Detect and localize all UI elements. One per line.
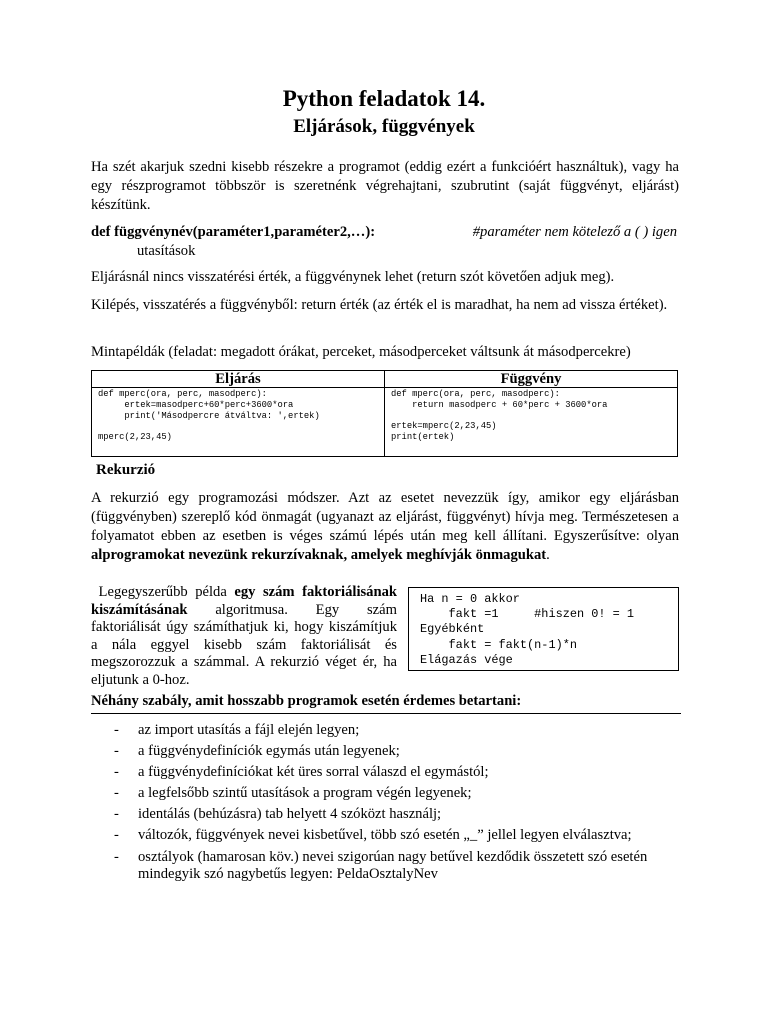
fuggveny-code: def mperc(ora, perc, masodperc): return masodperc + 60*perc + 3600*ora ertek=mperc(2,23,45) print(ertek) [391,389,608,443]
list-dash: - [114,743,119,760]
list-dash: - [114,848,119,865]
list-dash: - [114,722,119,738]
procedure-paragraph: Eljárásnál nincs visszatérési érték, a függvénynek lehet (return szót követően adjuk meg). [91,269,615,285]
list-dash: - [114,827,119,844]
factorial-text-2: algoritmusa. Egy szám faktoriálisát úgy számíthatjuk ki, hogy kiszámítjuk a nála eggyel kisebb szám faktoriálisát és megszorozzuk a számmal. A rekurzió véget ér, ha eljutunk a 0-hoz. [91,601,397,688]
list-item [91,827,681,845]
recursion-text-end: . [546,547,550,563]
comparison-table [91,370,678,457]
recursion-text: A rekurzió egy programozási módszer. Azt az esetet nevezzük így, amikor egy eljárásban (függvényben) szereplő kód önmagát (ugyanazt az eljárást, függvényt) hívja meg. Természetesen a folyamatot ebben az esetben is véges számú lépés után meg kell állítani. Egyszerűsítve: olyan [91,490,679,544]
factorial-algorithm-box [408,587,679,671]
rule-text: változók, függvények nevei kisbetűvel, több szó esetén „_” jellel legyen elválasztva; [138,827,632,844]
list-item [91,849,681,884]
fuggveny-cell [385,388,678,457]
list-item [91,806,681,824]
table-header-fuggveny: Függvény [385,371,678,388]
list-item [91,785,681,803]
rule-text: a legfelsőbb szintű utasítások a program végén legyenek; [138,785,472,802]
list-dash: - [114,764,119,781]
intro-paragraph: Ha szét akarjuk szedni kisebb részekre a programot (eddig ezért a funkcióért használtuk), vagy ha egy részprogramot többször is szeretnénk végrehajtani, szubrutint (saját függvényt, eljárást) készítünk. [91,159,679,213]
recursion-bold-text: alprogramokat nevezünk rekurzívaknak, amelyek meghívják önmagukat [91,547,547,563]
factorial-text-1: Legegyszerűbb példa [98,584,235,600]
table-header-row [92,371,678,388]
list-item [91,722,681,740]
factorial-algorithm-code: Ha n = 0 akkor fakt =1 #hiszen 0! = 1 Egyébként fakt = fakt(n-1)*n Elágazás vége [420,592,635,667]
list-item [91,764,681,782]
eljaras-cell [92,388,385,457]
table-row [92,388,678,457]
definition-comment: #paraméter nem kötelező a ( ) igen [472,224,677,240]
page-title: Python feladatok 14. [282,86,486,111]
rule-text: a függvénydefiníciókat két üres sorral válaszd el egymástól; [138,764,489,781]
examples-paragraph: Mintapéldák (feladat: megadott órákat, perceket, másodperceket váltsunk át másodpercekre) [91,344,631,360]
rule-text: a függvénydefiníciók egymás után legyenek; [138,743,400,760]
factorial-paragraph [91,584,397,690]
eljaras-code: def mperc(ora, perc, masodperc): ertek=masodperc+60*perc+3600*ora print('Másodpercre átváltva: ',ertek) mperc(2,23,45) [98,389,320,443]
definition-syntax [91,223,681,241]
rule-text: identálás (behúzásra) tab helyett 4 szóközt használj; [138,806,442,823]
table-header-eljaras: Eljárás [92,371,385,388]
rules-list [91,722,681,887]
definition-code: def függvénynév(paraméter1,paraméter2,…): [91,224,376,240]
definition-body: utasítások [137,243,196,259]
list-dash: - [114,785,119,802]
page-subtitle: Eljárások, függvények [293,116,475,137]
rules-heading: Néhány szabály, amit hosszabb programok esetén érdemes betartani: [91,692,681,714]
rule-text: osztályok (hamarosan köv.) nevei szigorúan nagy betűvel kezdődik összetett szó esetén mindegyik szó nagybetűs legyen: PeldaOsztalyNev [138,848,648,883]
rule-text: az import utasítás a fájl elején legyen; [138,722,360,738]
return-paragraph: Kilépés, visszatérés a függvényből: return érték (az érték el is maradhat, ha nem ad vissza értéket). [91,297,668,313]
list-dash: - [114,806,119,823]
recursion-paragraph [91,489,679,565]
list-item [91,743,681,761]
recursion-heading: Rekurzió [96,462,156,478]
factorial-bold-text: egy szám faktoriálisának kiszámításának [91,584,398,618]
